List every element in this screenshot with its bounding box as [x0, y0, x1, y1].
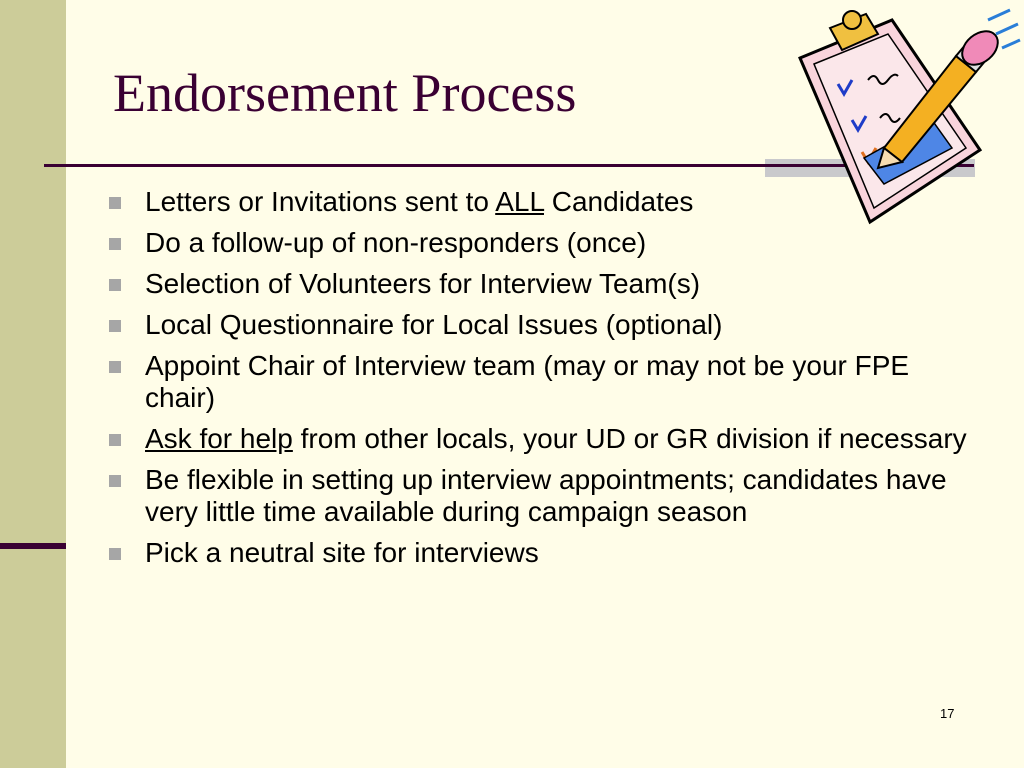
square-bullet-icon [109, 238, 121, 250]
bullet-text: Be flexible in setting up interview appointments; candidates have very little time available during campaign season [145, 464, 947, 527]
square-bullet-icon [109, 361, 121, 373]
square-bullet-icon [109, 197, 121, 209]
bullet-text: Selection of Volunteers for Interview Team(s) [145, 268, 701, 299]
square-bullet-icon [109, 320, 121, 332]
left-sidebar-bar [0, 0, 66, 768]
bullet-text: from other locals, your UD or GR division if necessary [292, 423, 967, 454]
bullet-text: Appoint Chair of Interview team (may or may not be your FPE chair) [145, 350, 910, 413]
page-number: 17 [940, 706, 955, 721]
bullet-item [104, 464, 974, 528]
bullet-item [104, 227, 974, 259]
bullet-item [104, 537, 974, 569]
bullet-item [104, 350, 974, 414]
bullet-item [104, 423, 974, 455]
square-bullet-icon [109, 434, 121, 446]
left-bar-accent [0, 543, 66, 549]
bullet-item [104, 309, 974, 341]
square-bullet-icon [109, 548, 121, 560]
bullet-text: Do a follow-up of non-responders (once) [145, 227, 647, 258]
bullet-text: Pick a neutral site for interviews [145, 537, 539, 568]
bullet-text: ALL [495, 186, 544, 217]
bullet-text: Letters or Invitations sent to [145, 186, 496, 217]
bullet-item [104, 186, 974, 218]
bullet-text: Candidates [543, 186, 694, 217]
slide-title: Endorsement Process [113, 63, 577, 123]
square-bullet-icon [109, 279, 121, 291]
bullet-text: Ask for help [145, 423, 293, 454]
square-bullet-icon [109, 475, 121, 487]
bullet-list [104, 186, 974, 578]
bullet-item [104, 268, 974, 300]
bullet-text: Local Questionnaire for Local Issues (optional) [145, 309, 723, 340]
